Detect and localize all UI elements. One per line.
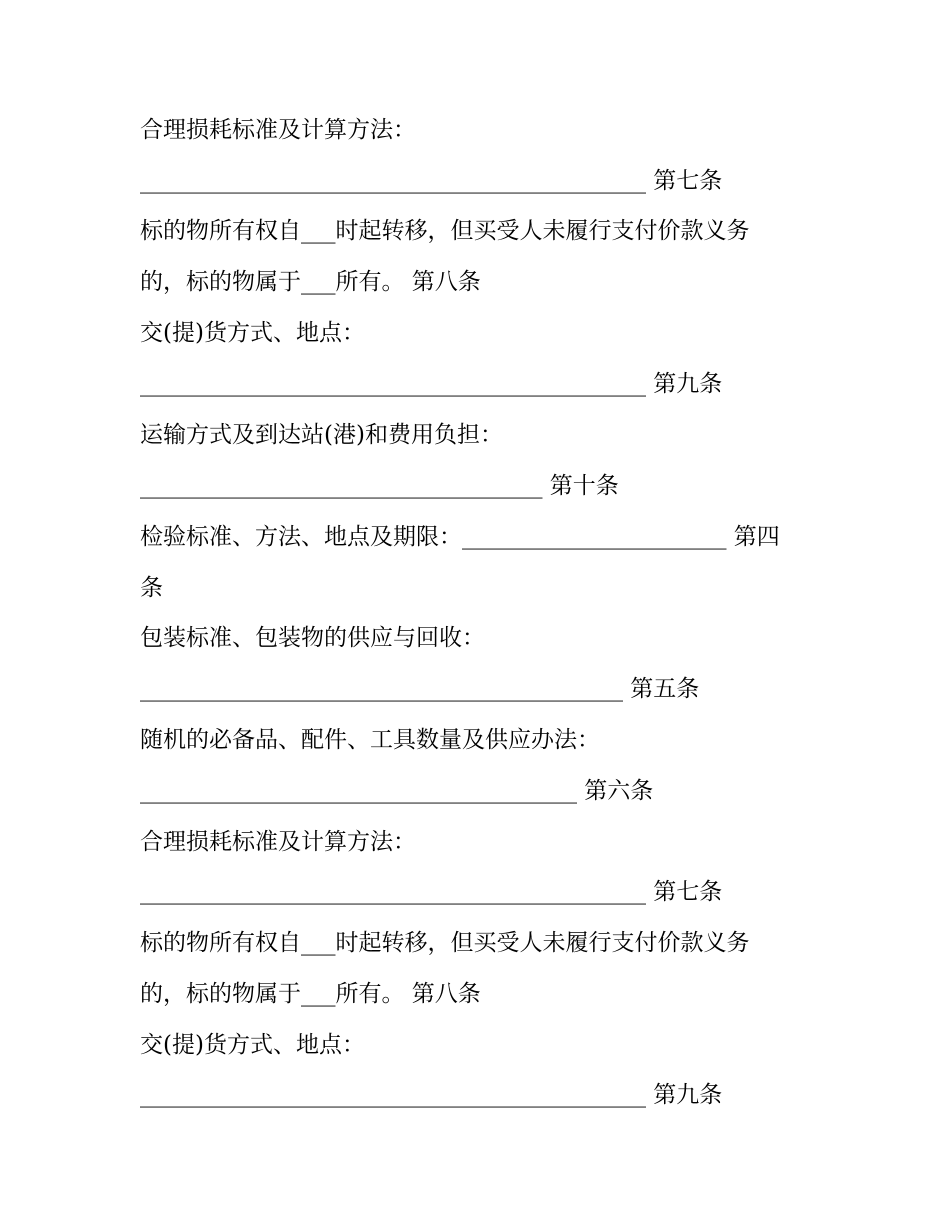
text-line: 随机的必备品、配件、工具数量及供应办法： [140, 727, 600, 753]
text-line: 包装标准、包装物的供应与回收： [140, 625, 485, 651]
text-line: ______________________________________ 第六条 [140, 778, 654, 804]
text-line: 交(提)货方式、地点： [140, 1032, 365, 1058]
text-line: 运输方式及到达站(港)和费用负担： [140, 422, 503, 448]
text-line: 检验标准、方法、地点及期限：_______________________ 第四 [140, 524, 780, 550]
text-line: ___________________________________ 第十条 [140, 473, 619, 499]
text-line: 合理损耗标准及计算方法： [140, 117, 416, 143]
text-line: __________________________________________ 第五条 [140, 676, 700, 702]
text-line: ____________________________________________ 第九条 [140, 371, 723, 397]
text-line: 的，标的物属于___所有。 第八条 [140, 981, 481, 1007]
text-line: 标的物所有权自___时起转移，但买受人未履行支付价款义务 [140, 218, 750, 244]
text-line: 合理损耗标准及计算方法： [140, 829, 416, 855]
text-line: ____________________________________________ 第九条 [140, 1082, 723, 1108]
text-line: 交(提)货方式、地点： [140, 320, 365, 346]
text-line: 的，标的物属于___所有。 第八条 [140, 269, 481, 295]
text-line: ____________________________________________ 第七条 [140, 168, 723, 194]
text-line: 标的物所有权自___时起转移，但买受人未履行支付价款义务 [140, 930, 750, 956]
text-line: 条 [140, 575, 163, 601]
text-line: ____________________________________________ 第七条 [140, 879, 723, 905]
